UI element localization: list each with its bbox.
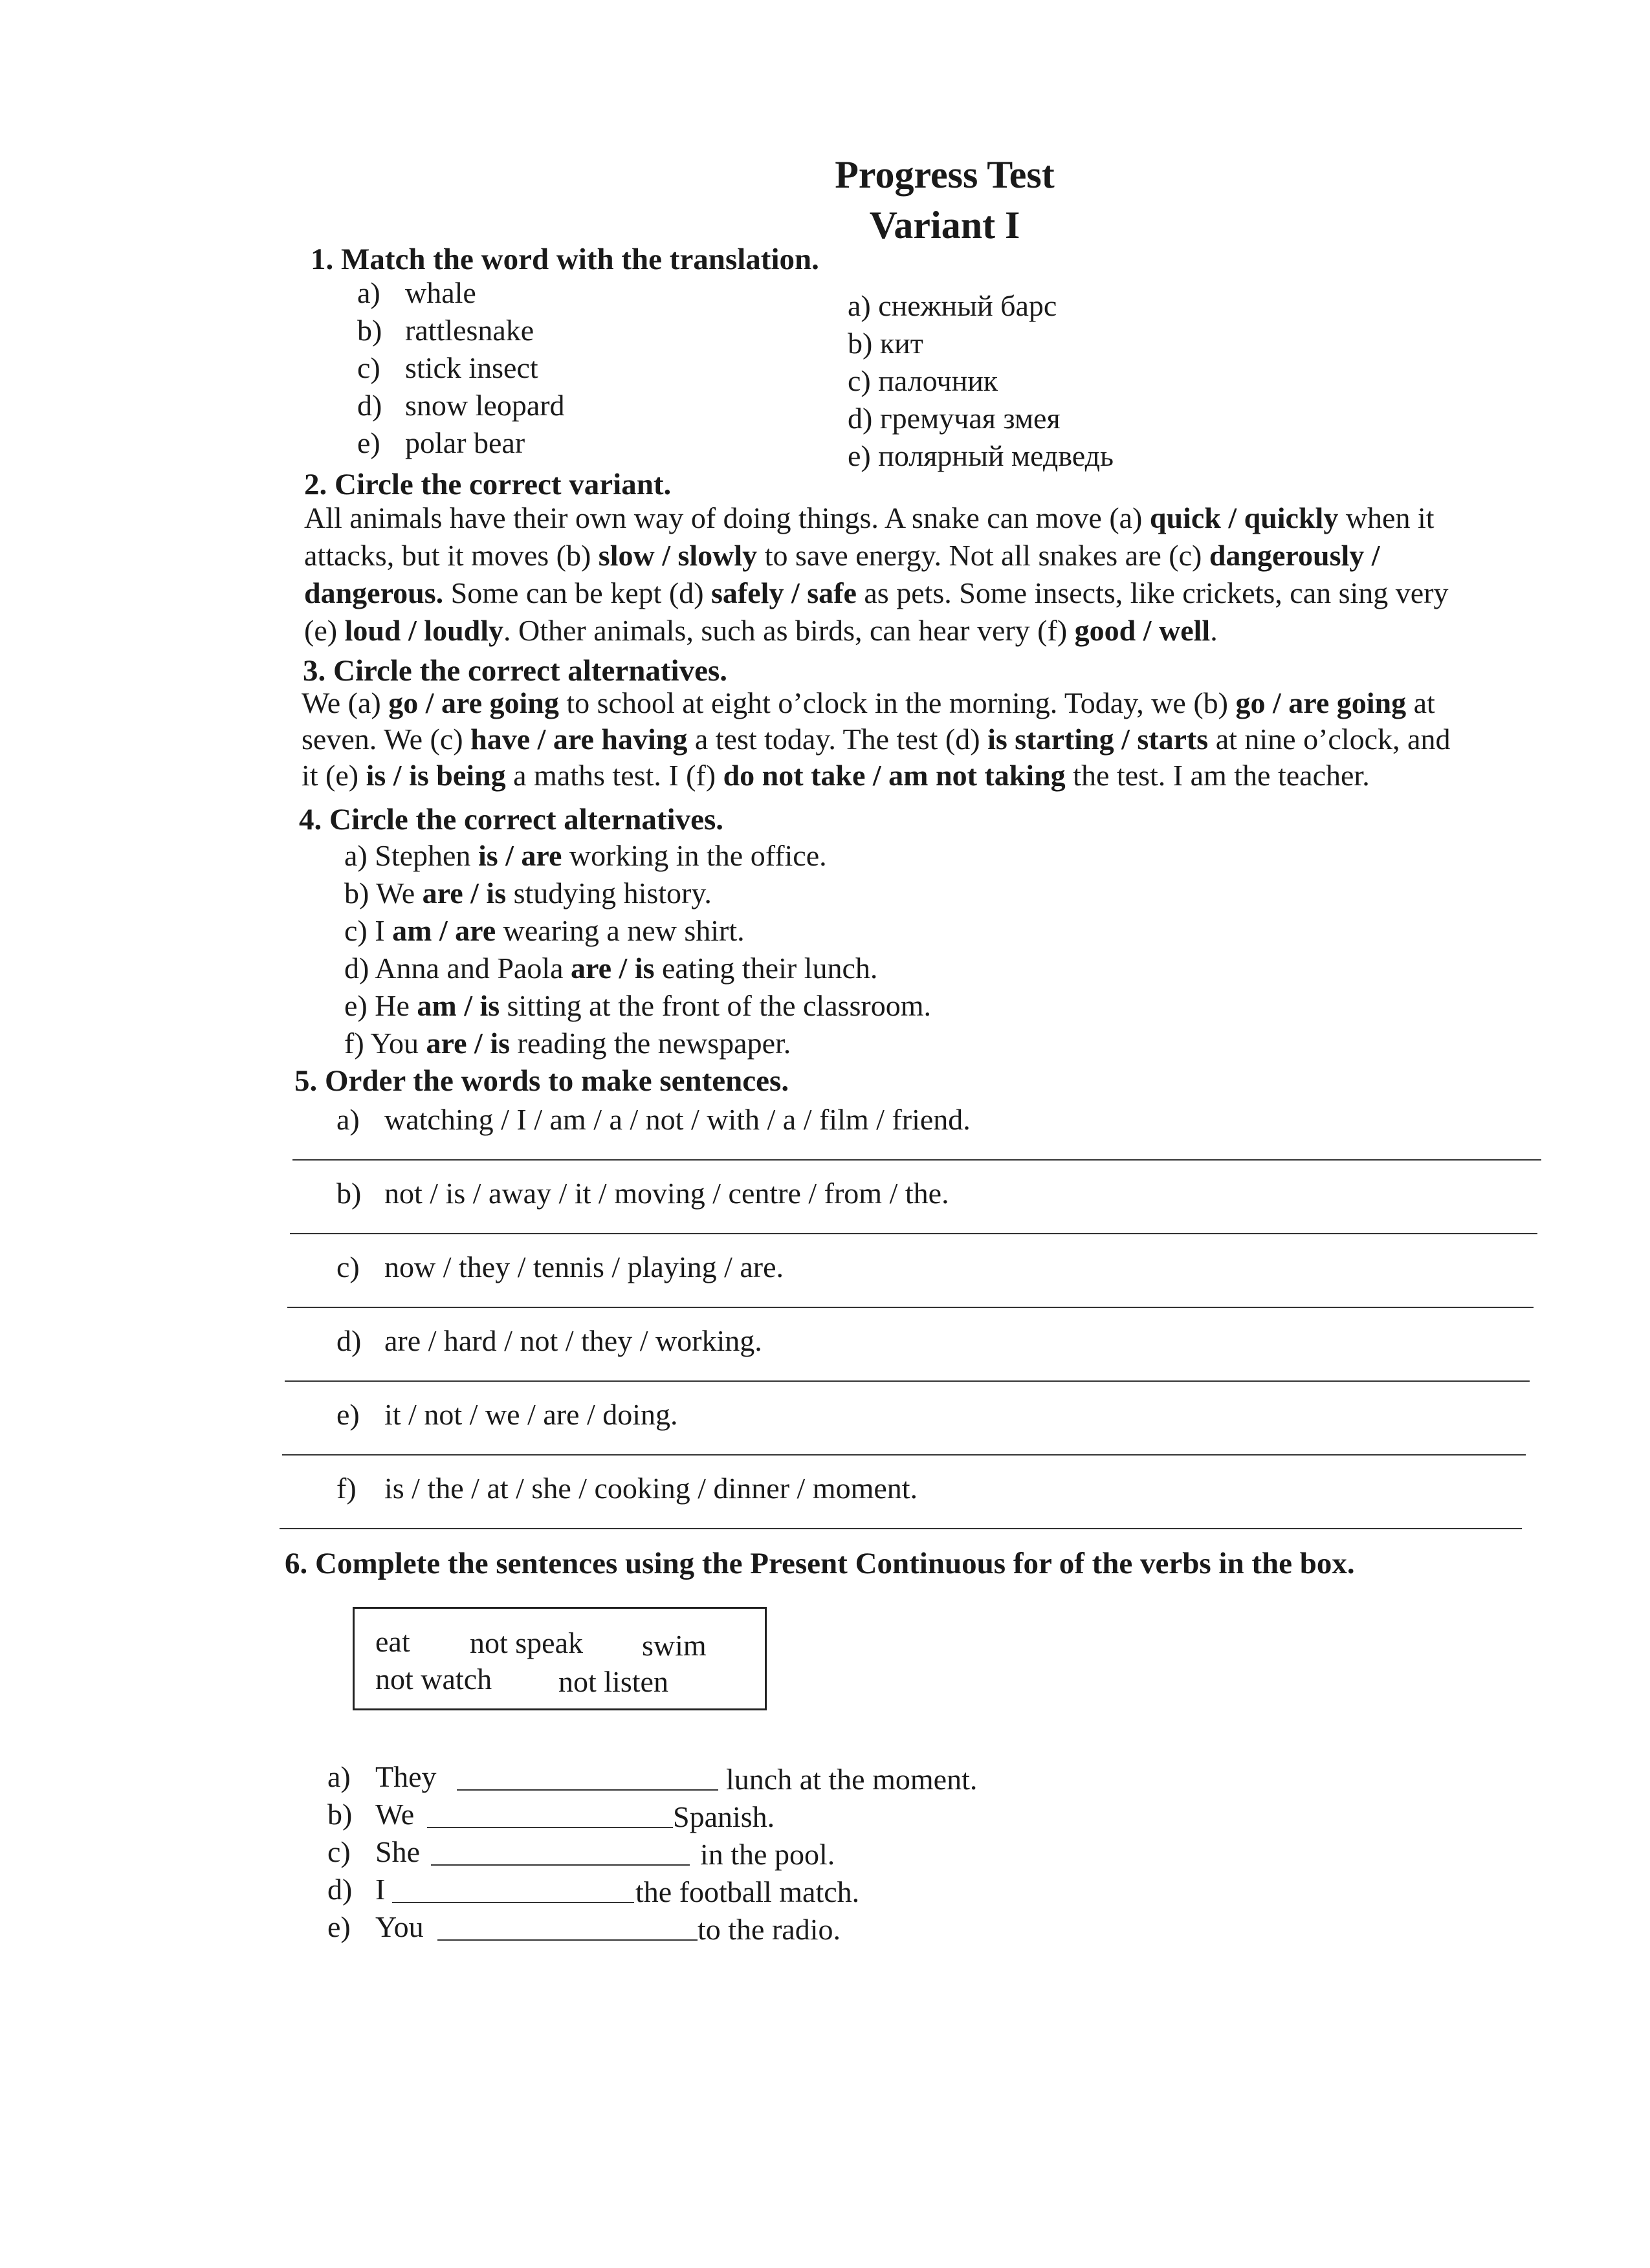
plain-text: attacks, but it moves (b) bbox=[304, 539, 599, 572]
choice-text: do not take / am not taking bbox=[723, 759, 1066, 792]
q1-word: whale bbox=[405, 276, 476, 309]
fill-in-blank bbox=[427, 1827, 673, 1828]
choice-text: go / are going bbox=[388, 686, 559, 719]
q6-item-letter: e) bbox=[327, 1910, 351, 1943]
choice-text: safely / safe bbox=[711, 576, 857, 609]
q1-translation: b) кит bbox=[848, 327, 923, 360]
plain-text: All animals have their own way of doing things. A snake can move (a) bbox=[304, 501, 1150, 534]
verb-box bbox=[353, 1607, 767, 1710]
choice-text: are / is bbox=[426, 1027, 511, 1060]
choice-text: am / is bbox=[417, 989, 500, 1022]
q1-word-letter: a) bbox=[357, 276, 380, 309]
plain-text: . Other animals, such as birds, can hear very (f) bbox=[503, 614, 1075, 647]
choice-text: is starting / starts bbox=[987, 723, 1209, 756]
choice-text: are / is bbox=[422, 877, 507, 910]
plain-text: to save energy. Not all snakes are (c) bbox=[757, 539, 1209, 572]
verb-box-word: eat bbox=[375, 1625, 410, 1658]
page-subtitle: Variant I bbox=[869, 204, 1020, 246]
q5-item-text: it / not / we / are / doing. bbox=[384, 1398, 678, 1431]
verb-box-word: not listen bbox=[558, 1665, 668, 1698]
choice-text: dangerously / bbox=[1209, 539, 1380, 572]
q3-heading: 3. Circle the correct alternatives. bbox=[303, 654, 727, 688]
q4-heading: 4. Circle the correct alternatives. bbox=[299, 803, 723, 836]
plain-text: (e) bbox=[304, 614, 345, 647]
q1-word-letter: d) bbox=[357, 389, 382, 422]
q6-item-rest: lunch at the moment. bbox=[726, 1763, 978, 1796]
plain-text: Some can be kept (d) bbox=[443, 576, 712, 609]
plain-text: c) I bbox=[344, 914, 393, 947]
q1-word-letter: e) bbox=[357, 426, 380, 459]
plain-text: reading the newspaper. bbox=[510, 1027, 791, 1060]
q6-heading: 6. Complete the sentences using the Present Continuous for of the verbs in the box. bbox=[285, 1547, 1355, 1580]
q1-word: polar bear bbox=[405, 426, 525, 459]
answer-line bbox=[285, 1380, 1530, 1382]
choice-text: quick / quickly bbox=[1149, 501, 1339, 534]
page-title: Progress Test bbox=[835, 153, 1055, 196]
plain-text: as pets. Some insects, like crickets, can sing very bbox=[856, 576, 1449, 609]
q6-item-subject: They bbox=[375, 1760, 437, 1793]
fill-in-blank bbox=[392, 1902, 634, 1903]
q5-item-letter: b) bbox=[336, 1177, 362, 1210]
q6-item-rest: to the radio. bbox=[698, 1913, 841, 1946]
q3-line bbox=[302, 761, 1370, 791]
choice-text: is / is being bbox=[366, 759, 506, 792]
plain-text: the test. I am the teacher. bbox=[1065, 759, 1370, 792]
plain-text: eating their lunch. bbox=[654, 952, 878, 985]
q5-item-letter: a) bbox=[336, 1103, 360, 1136]
q6-item-letter: c) bbox=[327, 1835, 351, 1868]
plain-text: sitting at the front of the classroom. bbox=[500, 989, 932, 1022]
choice-text: slow / slowly bbox=[598, 539, 758, 572]
q5-item-letter: d) bbox=[336, 1324, 362, 1357]
q6-item-rest: the football match. bbox=[635, 1875, 860, 1908]
q1-word-letter: b) bbox=[357, 314, 382, 347]
q5-item-text: now / they / tennis / playing / are. bbox=[384, 1250, 784, 1283]
q2-line bbox=[304, 503, 1435, 533]
answer-line bbox=[287, 1307, 1534, 1308]
q1-translation: a) снежный барс bbox=[848, 289, 1057, 322]
plain-text: a test today. The test (d) bbox=[687, 723, 988, 756]
q5-item-text: is / the / at / she / cooking / dinner / moment. bbox=[384, 1472, 918, 1505]
q4-item bbox=[344, 878, 712, 908]
plain-text: b) We bbox=[344, 877, 423, 910]
q4-item bbox=[344, 991, 931, 1021]
fill-in-blank bbox=[437, 1939, 698, 1941]
verb-box-word: swim bbox=[642, 1629, 707, 1662]
q6-item-letter: d) bbox=[327, 1873, 353, 1906]
fill-in-blank bbox=[431, 1864, 690, 1866]
plain-text: seven. We (c) bbox=[302, 723, 471, 756]
q6-item-subject: You bbox=[375, 1910, 424, 1943]
q5-item-text: are / hard / not / they / working. bbox=[384, 1324, 762, 1357]
plain-text: f) You bbox=[344, 1027, 426, 1060]
q5-item-letter: c) bbox=[336, 1250, 360, 1283]
plain-text: a) Stephen bbox=[344, 839, 478, 872]
q6-item-letter: a) bbox=[327, 1760, 351, 1793]
choice-text: have / are having bbox=[470, 723, 688, 756]
plain-text: at nine o’clock, and bbox=[1208, 723, 1451, 756]
choice-text: good / well bbox=[1074, 614, 1211, 647]
q1-word: rattlesnake bbox=[405, 314, 534, 347]
q1-word-letter: c) bbox=[357, 351, 380, 384]
plain-text: a maths test. I (f) bbox=[505, 759, 723, 792]
q4-item bbox=[344, 954, 877, 983]
q1-word: snow leopard bbox=[405, 389, 565, 422]
q6-item-letter: b) bbox=[327, 1798, 353, 1831]
q2-line bbox=[304, 616, 1218, 646]
q6-item-rest: Spanish. bbox=[673, 1800, 775, 1833]
q1-translation: c) палочник bbox=[848, 364, 998, 397]
q1-translation: d) гремучая змея bbox=[848, 402, 1061, 435]
choice-text: dangerous. bbox=[304, 576, 444, 609]
q5-item-letter: f) bbox=[336, 1472, 357, 1505]
q5-item-text: watching / I / am / a / not / with / a / film / friend. bbox=[384, 1103, 971, 1136]
q6-item-subject: She bbox=[375, 1835, 420, 1868]
plain-text: wearing a new shirt. bbox=[496, 914, 745, 947]
q2-line bbox=[304, 541, 1380, 571]
q1-heading: 1. Match the word with the translation. bbox=[311, 243, 819, 276]
q6-item-subject: We bbox=[375, 1798, 415, 1831]
answer-line bbox=[280, 1528, 1522, 1529]
verb-box-word: not watch bbox=[375, 1663, 492, 1696]
plain-text: We (a) bbox=[302, 686, 389, 719]
q6-item-rest: in the pool. bbox=[700, 1838, 835, 1871]
plain-text: to school at eight o’clock in the morning. Today, we (b) bbox=[558, 686, 1236, 719]
choice-text: are / is bbox=[571, 952, 655, 985]
q3-line bbox=[302, 688, 1435, 718]
q5-item-letter: e) bbox=[336, 1398, 360, 1431]
plain-text: e) He bbox=[344, 989, 417, 1022]
plain-text: d) Anna and Paola bbox=[344, 952, 571, 985]
plain-text: studying history. bbox=[506, 877, 712, 910]
plain-text: when it bbox=[1338, 501, 1435, 534]
choice-text: is / are bbox=[478, 839, 562, 872]
choice-text: loud / loudly bbox=[344, 614, 504, 647]
q6-item-subject: I bbox=[375, 1873, 386, 1906]
q2-line bbox=[304, 578, 1449, 608]
plain-text: working in the office. bbox=[562, 839, 827, 872]
answer-line bbox=[282, 1454, 1526, 1456]
q3-line bbox=[302, 725, 1450, 754]
choice-text: go / are going bbox=[1235, 686, 1407, 719]
fill-in-blank bbox=[457, 1789, 718, 1791]
plain-text: at bbox=[1406, 686, 1435, 719]
q5-heading: 5. Order the words to make sentences. bbox=[294, 1064, 789, 1098]
q2-heading: 2. Circle the correct variant. bbox=[304, 468, 672, 501]
verb-box-word: not speak bbox=[470, 1626, 584, 1659]
choice-text: am / are bbox=[392, 914, 496, 947]
answer-line bbox=[292, 1159, 1541, 1161]
answer-line bbox=[290, 1233, 1537, 1234]
plain-text: . bbox=[1210, 614, 1218, 647]
q5-item-text: not / is / away / it / moving / centre / from / the. bbox=[384, 1177, 949, 1210]
plain-text: it (e) bbox=[302, 759, 366, 792]
q1-word: stick insect bbox=[405, 351, 538, 384]
q4-item bbox=[344, 1029, 791, 1058]
q4-item bbox=[344, 841, 827, 871]
q1-translation: e) полярный медведь bbox=[848, 439, 1114, 472]
q4-item bbox=[344, 916, 745, 946]
